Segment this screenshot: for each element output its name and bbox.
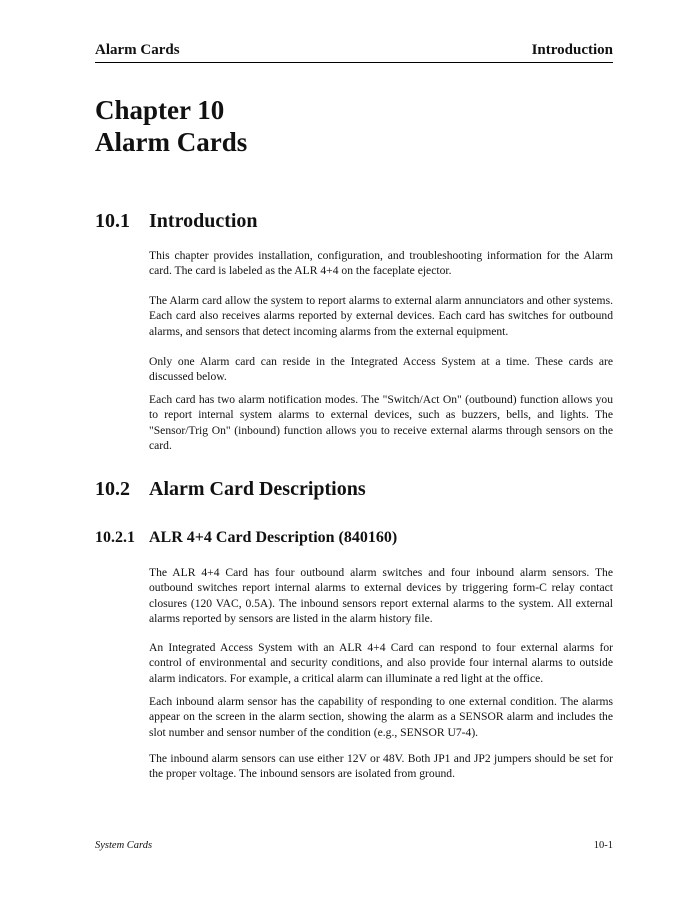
subsection-number: 10.2.1 [95,529,135,546]
paragraph: The ALR 4+4 Card has four outbound alarm switches and four inbound alarm sensors. The outbound switches report internal alarms to external devices by triggering form-C relay contact closures (120 VAC, 0.5A). The inbound sensors report external alarms to the system. All external alarms reported by sensors are listed in the alarm history file. [149,566,613,626]
paragraph: Each card has two alarm notification modes. The "Switch/Act On" (outbound) function allows you to report internal system alarms to external devices, such as buzzers, bells, and lights. The "Sensor/Trig On" (inbound) function allows you to receive external alarms through sensors on the card. [149,393,613,453]
header-chapter-title: Alarm Cards [95,42,180,58]
chapter-title [95,94,247,158]
section-number: 10.2 [95,478,130,500]
section-heading-alarm-card-descriptions [95,478,366,501]
footer-book-title: System Cards [95,840,153,851]
chapter-number: Chapter 10 [95,95,225,125]
paragraph: The inbound alarm sensors can use either 12V or 48V. Both JP1 and JP2 jumpers should be set for the proper voltage. The inbound sensors are isolated from ground. [149,752,613,781]
subsection-heading-alr-card [95,529,397,547]
running-header [95,42,613,63]
paragraph: An Integrated Access System with an ALR 4+4 Card can respond to four external alarms for control of environmental and security conditions, and also provide four internal alarms to outside alarm indicators. For example, a critical alarm can illuminate a red light at the office. [149,641,613,685]
chapter-name: Alarm Cards [95,127,248,157]
subsection-title: ALR 4+4 Card Description (840160) [149,529,398,546]
paragraph: Only one Alarm card can reside in the Integrated Access System at a time. These cards are discussed below. [149,355,613,384]
section-title: Introduction [149,210,258,232]
paragraph: Each inbound alarm sensor has the capability of responding to one external condition. The alarms appear on the screen in the alarm section, showing the alarm as a SENSOR alarm and includes the slot number and sensor number of the condition (e.g., SENSOR U7-4). [149,695,613,739]
paragraph: The Alarm card allow the system to report alarms to external alarm annunciators and other systems. Each card also receives alarms reported by external devices. Each card has switches for outbound alarms, and sensors that detect incoming alarms from the external equipment. [149,294,613,338]
header-section-title: Introduction [531,42,613,58]
section-number: 10.1 [95,210,130,232]
page-number: 10-1 [593,840,613,851]
section-title: Alarm Card Descriptions [149,478,366,500]
section-heading-introduction [95,210,258,233]
paragraph: This chapter provides installation, configuration, and troubleshooting information for the Alarm card. The card is labeled as the ALR 4+4 on the faceplate ejector. [149,249,613,278]
